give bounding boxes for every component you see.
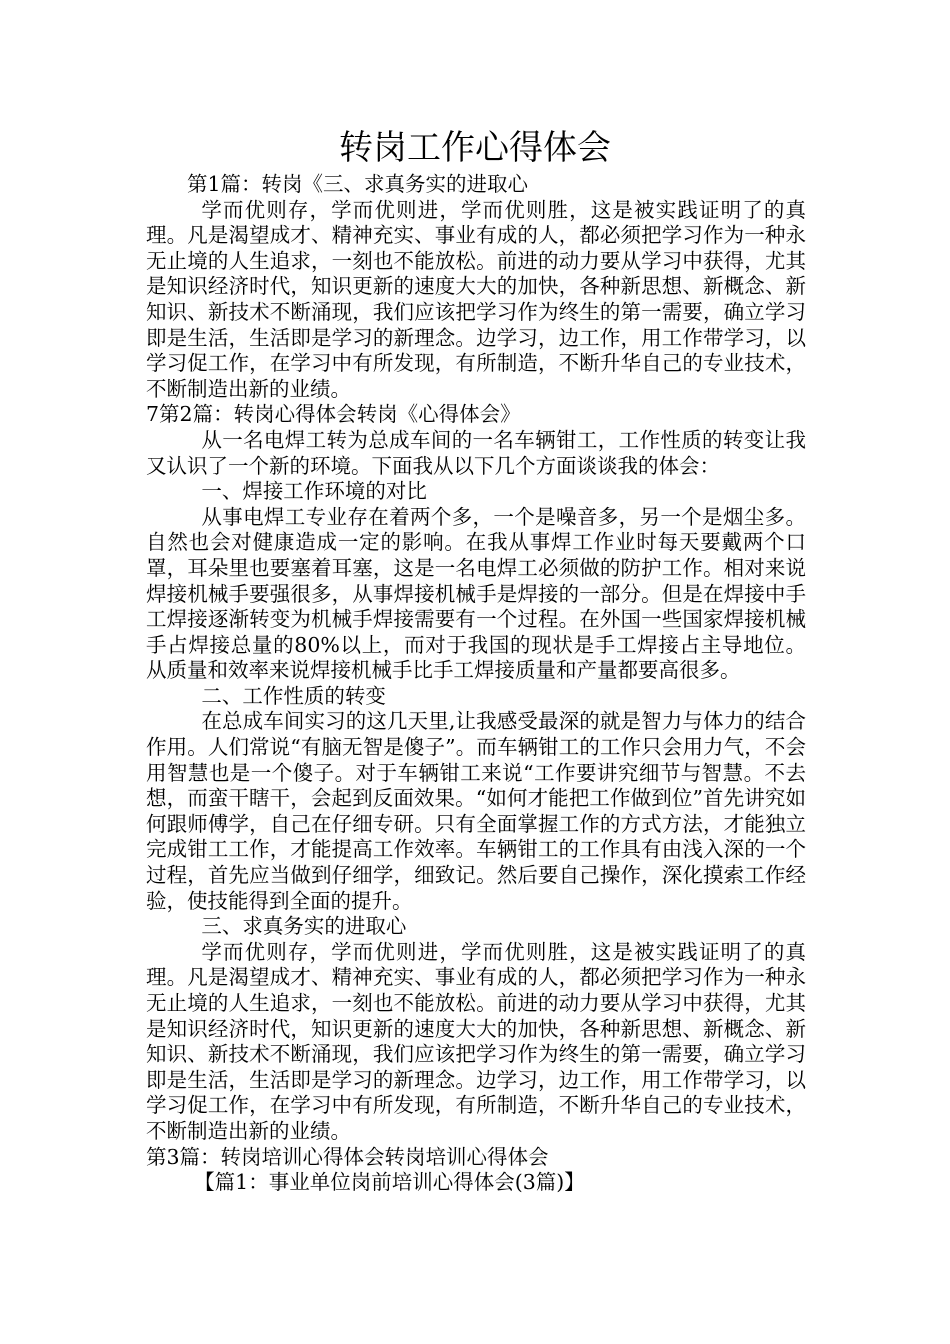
section-heading: 二、工作性质的转变 xyxy=(201,683,386,708)
paragraph: 7第2篇：转岗心得体会转岗《心得体会》 xyxy=(146,402,521,427)
section-heading: 三、求真务实的进取心 xyxy=(201,914,407,939)
paragraph: 从一名电焊工转为总成车间的一名车辆钳工，工作性质的转变让我又认识了一个新的环境。下面我从以下几个方面谈谈我的体会： xyxy=(146,427,806,478)
document-title: 转岗工作心得体会 xyxy=(339,128,611,168)
paragraph: 【篇1：事业单位岗前培训心得体会(3篇)】 xyxy=(194,1170,585,1195)
paragraph: 在总成车间实习的这几天里,让我感受最深的就是智力与体力的结合作用。人们常说“有脑无智是傻子”。而车辆钳工的工作只会用力气，不会用智慧也是一个傻子。对于车辆钳工来说“工作要讲究细节与智慧。不去想，而蛮干瞎干，会起到反面效果。“如何才能把工作做到位”首先讲究如何跟师傅学，自己在仔细专研。只有全面掌握工作的方式方法，才能独立完成钳工工作，才能提高工作效率。车辆钳工的工作具有由浅入深的一个过程，首先应当做到仔细学，细致记。然后要自己操作，深化摸索工作经验，使技能得到全面的提升。 xyxy=(146,709,806,913)
paragraph: 从事电焊工专业存在着两个多，一个是噪音多，另一个是烟尘多。自然也会对健康造成一定的影响。在我从事焊工作业时每天要戴两个口罩，耳朵里也要塞着耳塞，这是一名电焊工必须做的防护工作。相对来说焊接机械手要强很多，从事焊接机械手是焊接的一部分。但是在焊接中手工焊接逐渐转变为机械手焊接需要有一个过程。在外国一些国家焊接机械手占焊接总量的80%以上，而对于我国的现状是手工焊接占主导地位。从质量和效率来说焊接机械手比手工焊接质量和产量都要高很多。 xyxy=(146,504,806,683)
paragraph: 学而优则存，学而优则进，学而优则胜，这是被实践证明了的真理。凡是渴望成才、精神充实、事业有成的人，都必须把学习作为一种永无止境的人生追求，一刻也不能放松。前进的动力要从学习中获得，尤其是知识经济时代，知识更新的速度大大的加快，各种新思想、新概念、新知识、新技术不断涌现，我们应该把学习作为终生的第一需要，确立学习即是生活，生活即是学习的新理念。边学习，边工作，用工作带学习，以学习促工作，在学习中有所发现，有所制造，不断升华自己的专业技术，不断制造出新的业绩。 xyxy=(146,939,806,1143)
document-body xyxy=(146,172,806,1196)
paragraph: 学而优则存，学而优则进，学而优则胜，这是被实践证明了的真理。凡是渴望成才、精神充实、事业有成的人，都必须把学习作为一种永无止境的人生追求，一刻也不能放松。前进的动力要从学习中获得，尤其是知识经济时代，知识更新的速度大大的加快，各种新思想、新概念、新知识、新技术不断涌现，我们应该把学习作为终生的第一需要，确立学习即是生活，生活即是学习的新理念。边学习，边工作，用工作带学习，以学习促工作，在学习中有所发现，有所制造，不断升华自己的专业技术，不断制造出新的业绩。 xyxy=(146,197,806,401)
paragraph: 第3篇：转岗培训心得体会转岗培训心得体会 xyxy=(146,1144,549,1169)
section-heading: 一、焊接工作环境的对比 xyxy=(201,479,427,504)
paragraph: 第1篇：转岗《三、求真务实的进取心 xyxy=(187,172,529,196)
